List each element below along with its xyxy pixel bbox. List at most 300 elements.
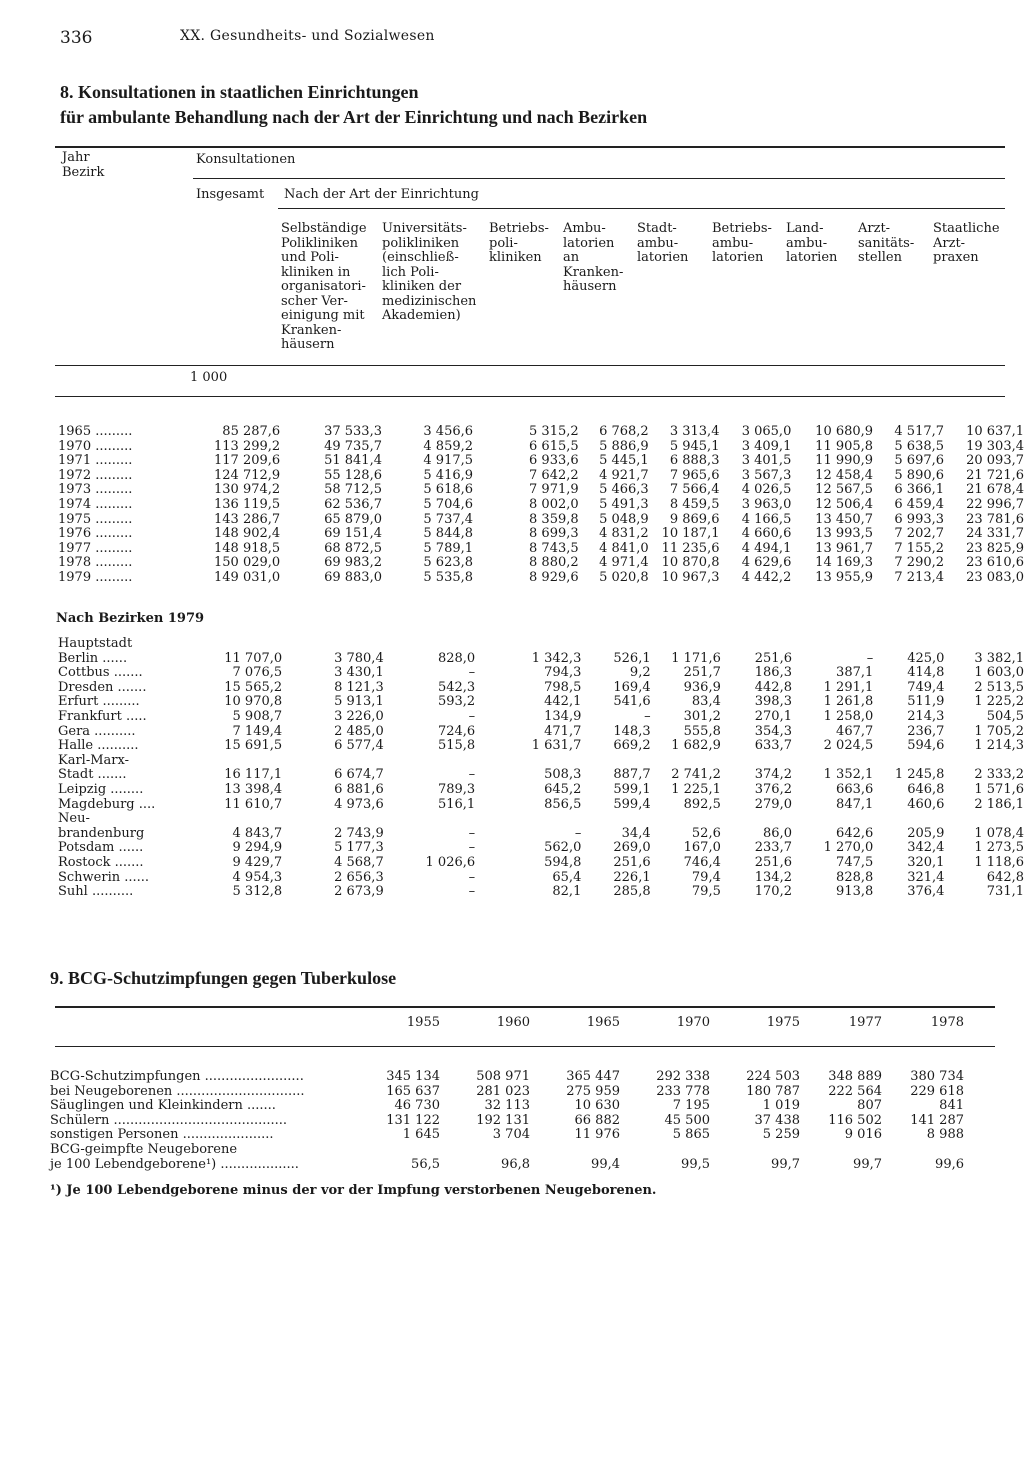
cell-value: 5 697,6 [894, 453, 945, 469]
cell-value: 113 299,2 [214, 438, 281, 454]
cell-value: 1 171,6 [671, 650, 721, 666]
cell-value: 275 959 [566, 1083, 620, 1099]
cell-value: 8 880,2 [529, 555, 579, 571]
cell-value: 2 673,9 [334, 884, 384, 900]
cell-value: 99,6 [935, 1156, 964, 1172]
cell-value: 2 741,2 [671, 767, 721, 783]
cell-value: 11 707,0 [224, 650, 283, 666]
cell-value: 99,7 [771, 1156, 800, 1172]
cell-value: 3 567,3 [741, 467, 792, 483]
cell-value: 130 974,2 [214, 482, 281, 498]
cell-value: 1 352,1 [823, 767, 874, 783]
cell-value: – [644, 708, 651, 724]
row-label: Schülern .......................................... [50, 1112, 288, 1128]
cell-value: 5 177,3 [334, 840, 384, 856]
row-label: sonstigen Personen ...................... [50, 1127, 274, 1143]
cell-value: 828,8 [836, 869, 874, 885]
cell-value: 22 996,7 [966, 496, 1024, 512]
cell-value: 134,2 [754, 869, 792, 885]
cell-value [873, 812, 944, 827]
table-row [58, 637, 1024, 652]
table-row [50, 1143, 964, 1158]
row-label: 1965 ......... [58, 424, 133, 439]
cell-value: 10 630 [574, 1098, 620, 1114]
cell-value [581, 754, 650, 769]
cell-value: 7 149,4 [232, 723, 283, 739]
cell-value: 6 881,6 [334, 781, 384, 797]
cell-value: 10 680,9 [815, 424, 874, 439]
cell-value: 599,4 [613, 796, 651, 812]
cell-value: 365 447 [566, 1069, 620, 1084]
cell-value: 374,2 [754, 767, 792, 783]
cell-value: 669,2 [613, 738, 651, 754]
cell-value: 4 843,7 [232, 825, 283, 841]
cell-value: 56,5 [411, 1156, 440, 1172]
cell-value [475, 812, 581, 827]
cell-value: 65 879,0 [324, 511, 382, 527]
table-row [58, 812, 1024, 827]
row-label: 1970 ......... [58, 438, 133, 454]
table8-col-total: Insgesamt [196, 187, 265, 202]
cell-value: 45 500 [664, 1112, 710, 1128]
page-number: 336 [60, 28, 93, 48]
cell-value: – [468, 825, 476, 841]
cell-value [792, 812, 873, 827]
cell-value: 3 382,1 [974, 650, 1024, 666]
table-row [58, 556, 1024, 571]
row-label: 1977 ......... [58, 540, 133, 556]
cell-value: 186,3 [754, 665, 792, 681]
row-label: Suhl .......... [58, 884, 134, 900]
cell-value: 150 029,0 [214, 555, 281, 571]
cell-value: 233 778 [656, 1083, 710, 1099]
cell-value: 4 973,6 [334, 796, 384, 812]
cell-value: 7 202,7 [894, 526, 945, 542]
cell-value: 99,5 [681, 1156, 710, 1172]
cell-value: 8 359,8 [529, 511, 579, 527]
cell-value [169, 637, 282, 652]
cell-value: 847,1 [836, 796, 874, 812]
cell-value [169, 812, 282, 827]
cell-value [169, 754, 282, 769]
row-label: Erfurt ......... [58, 694, 140, 710]
cell-value: 511,9 [907, 694, 945, 710]
cell-value: 4 954,3 [232, 869, 283, 885]
cell-value: 79,4 [691, 869, 721, 885]
table-row [58, 527, 1024, 542]
cell-value: 85 287,6 [222, 424, 281, 439]
cell-value: 1 078,4 [974, 825, 1024, 841]
cell-value: 1 245,8 [894, 767, 945, 783]
row-label: Neu- [58, 811, 90, 827]
cell-value: 136 119,5 [214, 496, 281, 512]
cell-value: 236,7 [907, 723, 945, 739]
year-header: 1955 [406, 1015, 440, 1030]
table-row [58, 798, 1024, 813]
table8-rule-body [55, 396, 1005, 397]
cell-value: 10 187,1 [661, 526, 720, 542]
cell-value: 69 983,2 [324, 555, 382, 571]
cell-value: 51 841,4 [324, 453, 382, 469]
cell-value: 508 971 [476, 1069, 530, 1084]
table-row [58, 695, 1024, 710]
cell-value: 460,6 [907, 796, 945, 812]
cell-value: 526,1 [613, 650, 651, 666]
table-row [58, 571, 1024, 586]
cell-value: 23 781,6 [966, 511, 1024, 527]
cell-value [440, 1143, 530, 1158]
cell-value: 37 533,3 [324, 424, 382, 439]
cell-value: 170,2 [754, 884, 792, 900]
cell-value: 11 905,8 [815, 438, 874, 454]
row-label: Halle .......... [58, 738, 139, 754]
table-row [58, 542, 1024, 557]
cell-value: 292 338 [656, 1069, 710, 1084]
cell-value: 279,0 [754, 796, 792, 812]
cell-value: 8 121,3 [334, 679, 384, 695]
cell-value: 141 287 [910, 1112, 964, 1128]
cell-value: 8 002,0 [529, 496, 579, 512]
cell-value: 6 615,5 [529, 438, 579, 454]
table9-body-table [50, 1070, 964, 1172]
cell-value: 6 577,4 [334, 738, 384, 754]
cell-value: 5 445,1 [599, 453, 649, 469]
cell-value: 1 571,6 [974, 781, 1024, 797]
cell-value: 8 699,3 [529, 526, 579, 542]
cell-value: 555,8 [683, 723, 721, 739]
cell-value: 143 286,7 [214, 511, 281, 527]
cell-value: 69 883,0 [324, 569, 382, 585]
table-row [58, 754, 1024, 769]
cell-value: 5 623,8 [423, 555, 474, 571]
cell-value [530, 1143, 620, 1158]
cell-value: 7 155,2 [894, 540, 945, 556]
row-label: Gera .......... [58, 723, 136, 739]
cell-value: 222 564 [828, 1083, 882, 1099]
cell-value: 149 031,0 [214, 569, 281, 585]
cell-value: 15 565,2 [224, 679, 283, 695]
cell-value: 593,2 [437, 694, 476, 710]
row-label: 1978 ......... [58, 555, 133, 571]
row-label: Leipzig ........ [58, 781, 144, 797]
cell-value: 69 151,4 [324, 526, 382, 542]
row-label: 1972 ......... [58, 467, 133, 483]
cell-value [350, 1143, 440, 1158]
cell-value [944, 754, 1024, 769]
cell-value: 4 494,1 [741, 540, 792, 556]
cell-value: 663,6 [836, 781, 874, 797]
cell-value: 515,8 [437, 738, 476, 754]
cell-value: 467,7 [836, 723, 874, 739]
cell-value: 117 209,6 [214, 453, 281, 469]
cell-value: 4 859,2 [423, 438, 474, 454]
row-label: 1979 ......... [58, 569, 133, 585]
cell-value: 724,6 [437, 723, 476, 739]
cell-value: 1 019 [762, 1098, 800, 1114]
cell-value: 5 618,6 [423, 482, 474, 498]
table9-title: 9. BCG-Schutzimpfungen gegen Tuberkulose [50, 968, 397, 988]
cell-value: 594,8 [544, 854, 582, 870]
table8-colhead-8: Arzt- sanitäts- stellen [858, 221, 915, 265]
cell-value: 52,6 [691, 825, 721, 841]
row-label: 1976 ......... [58, 526, 133, 542]
cell-value: 82,1 [552, 884, 582, 900]
cell-value: 2 485,0 [334, 723, 384, 739]
table8-stub-head: Jahr Bezirk [62, 150, 105, 180]
cell-value: 1 631,7 [531, 738, 582, 754]
cell-value: 214,3 [907, 708, 945, 724]
row-label: Hauptstadt [58, 636, 133, 651]
cell-value: 20 093,7 [966, 453, 1024, 469]
cell-value: 425,0 [907, 650, 945, 666]
table8-colhead-4: Ambu- latorien an Kranken- häusern [563, 221, 624, 294]
cell-value [710, 1143, 800, 1158]
cell-value: 7 965,6 [669, 467, 720, 483]
row-label: BCG-geimpfte Neugeborene [50, 1141, 238, 1157]
cell-value: 12 458,4 [815, 467, 874, 483]
cell-value [620, 1143, 710, 1158]
table-row [58, 725, 1024, 740]
cell-value: 148 918,5 [214, 540, 281, 556]
cell-value: 3 065,0 [741, 424, 792, 439]
cell-value [581, 812, 650, 827]
row-label: Rostock ....... [58, 854, 144, 870]
table-row [58, 885, 1024, 900]
table-row [58, 783, 1024, 798]
cell-value: 167,0 [683, 840, 721, 856]
table9-top-rule [55, 1006, 995, 1008]
cell-value [800, 1143, 882, 1158]
cell-value: 148 902,4 [214, 526, 281, 542]
year-header: 1975 [766, 1015, 800, 1030]
cell-value: – [866, 650, 874, 666]
cell-value: 633,7 [754, 738, 792, 754]
table-row [58, 483, 1024, 498]
cell-value: 11 990,9 [815, 453, 874, 469]
cell-value: 8 743,5 [529, 540, 579, 556]
cell-value: 269,0 [613, 840, 651, 856]
cell-value: 1 225,2 [974, 694, 1024, 710]
row-label: Säuglingen und Kleinkindern ....... [50, 1098, 276, 1114]
cell-value: 23 825,9 [966, 540, 1024, 556]
cell-value: 642,6 [836, 825, 874, 841]
cell-value: 6 366,1 [894, 482, 945, 498]
cell-value: 4 971,4 [599, 555, 649, 571]
table-row [58, 666, 1024, 681]
cell-value: 205,9 [907, 825, 945, 841]
cell-value: 345 134 [386, 1069, 440, 1084]
table8-colhead-7: Land- ambu- latorien [786, 221, 838, 265]
cell-value: 12 567,5 [815, 482, 874, 498]
table-row [58, 440, 1024, 455]
cell-value: 749,4 [907, 679, 945, 695]
row-label: Potsdam ...... [58, 840, 144, 856]
cell-value: 5 048,9 [599, 511, 649, 527]
cell-value: 1 273,5 [974, 840, 1024, 856]
cell-value: 23 083,0 [966, 569, 1024, 585]
cell-value: 79,5 [691, 884, 721, 900]
table-row [58, 681, 1024, 696]
cell-value: 2 024,5 [823, 738, 874, 754]
cell-value: 7 076,5 [232, 665, 283, 681]
cell-value: 542,3 [437, 679, 476, 695]
cell-value: 10 870,8 [661, 555, 720, 571]
cell-value: 134,9 [544, 708, 582, 724]
cell-value: 747,5 [836, 854, 874, 870]
table9-head-rule [55, 1046, 995, 1047]
cell-value: 9,2 [629, 665, 651, 681]
cell-value: 1 705,2 [974, 723, 1024, 739]
cell-value: 442,8 [754, 679, 792, 695]
cell-value: 99,4 [591, 1156, 620, 1172]
cell-value: 5 737,4 [423, 511, 474, 527]
cell-value [651, 812, 721, 827]
cell-value: 642,8 [986, 869, 1024, 885]
row-label: Magdeburg .... [58, 796, 156, 812]
cell-value: 7 642,2 [529, 467, 579, 483]
cell-value [651, 637, 721, 652]
cell-value: 5 416,9 [423, 467, 474, 483]
cell-value: 320,1 [907, 854, 945, 870]
cell-value: 794,3 [544, 665, 582, 681]
cell-value: 180 787 [746, 1083, 800, 1099]
year-header: 1965 [586, 1015, 620, 1030]
cell-value: 3 401,5 [741, 453, 792, 469]
cell-value: 11 610,7 [224, 796, 283, 812]
cell-value: 4 660,6 [741, 526, 792, 542]
cell-value [944, 812, 1024, 827]
cell-value [792, 637, 873, 652]
cell-value: 414,8 [907, 665, 945, 681]
cell-value: 23 610,6 [966, 555, 1024, 571]
cell-value: 2 513,5 [974, 679, 1024, 695]
year-header: 1960 [496, 1015, 530, 1030]
cell-value [282, 637, 384, 652]
cell-value: 66 882 [574, 1112, 620, 1128]
cell-value: 4 026,5 [741, 482, 792, 498]
cell-value [873, 754, 944, 769]
cell-value: 348 889 [828, 1069, 882, 1084]
cell-value: 1 645 [402, 1127, 440, 1143]
row-label: Stadt ....... [58, 767, 127, 783]
table8-years-table [58, 425, 1024, 586]
cell-value: 7 195 [672, 1098, 710, 1114]
year-header: 1970 [676, 1015, 710, 1030]
cell-value: 3 780,4 [334, 650, 384, 666]
cell-value [384, 754, 475, 769]
cell-value: – [468, 767, 476, 783]
year-header: 1978 [930, 1015, 964, 1030]
cell-value: – [574, 825, 582, 841]
cell-value: 562,0 [544, 840, 582, 856]
cell-value: 516,1 [437, 796, 476, 812]
cell-value: 16 117,1 [224, 767, 283, 783]
cell-value [282, 754, 384, 769]
cell-value [282, 812, 384, 827]
cell-value: 3 409,1 [741, 438, 792, 454]
running-header: XX. Gesundheits- und Sozialwesen [180, 28, 435, 44]
cell-value: 2 743,9 [334, 825, 384, 841]
cell-value: 281 023 [476, 1083, 530, 1099]
cell-value: 251,7 [683, 665, 721, 681]
cell-value: 746,4 [683, 854, 721, 870]
row-label: Cottbus ....... [58, 665, 143, 681]
cell-value: 5 844,8 [423, 526, 474, 542]
cell-value: 11 976 [574, 1127, 620, 1143]
cell-value: 14 169,3 [815, 555, 874, 571]
cell-value: 6 888,3 [669, 453, 720, 469]
cell-value: 13 450,7 [815, 511, 874, 527]
table-row [58, 469, 1024, 484]
year-header: 1977 [848, 1015, 882, 1030]
cell-value: 192 131 [476, 1112, 530, 1128]
table8-rule-art [278, 208, 1005, 209]
cell-value [882, 1143, 964, 1158]
cell-value: 731,1 [986, 884, 1024, 900]
cell-value: 6 768,2 [599, 424, 649, 439]
row-label: Dresden ....... [58, 679, 147, 695]
table-row [58, 425, 1024, 440]
table-row [58, 739, 1024, 754]
table8-district-heading: Nach Bezirken 1979 [56, 611, 205, 626]
cell-value: 5 535,8 [423, 569, 474, 585]
cell-value: 5 913,1 [334, 694, 384, 710]
cell-value: 376,2 [754, 781, 792, 797]
cell-value: 3 430,1 [334, 665, 384, 681]
cell-value: 4 517,7 [894, 424, 945, 439]
cell-value: 1 270,0 [823, 840, 874, 856]
cell-value: 398,3 [754, 694, 792, 710]
cell-value [721, 637, 792, 652]
cell-value: 251,6 [754, 854, 792, 870]
cell-value: 24 331,7 [966, 526, 1024, 542]
cell-value: – [468, 665, 476, 681]
table8-title-line1: 8. Konsultationen in staatlichen Einrichtungen [60, 82, 419, 102]
cell-value: 471,7 [544, 723, 582, 739]
cell-value: 96,8 [501, 1156, 530, 1172]
cell-value: 270,1 [754, 708, 792, 724]
cell-value: 5 466,3 [599, 482, 649, 498]
cell-value: 342,4 [907, 840, 945, 856]
cell-value: 37 438 [754, 1112, 800, 1128]
cell-value: 442,1 [544, 694, 582, 710]
row-label: brandenburg [58, 825, 145, 841]
stub-head [50, 1016, 350, 1031]
cell-value: 5 789,1 [423, 540, 474, 556]
cell-value: 83,4 [691, 694, 721, 710]
cell-value: 229 618 [910, 1083, 964, 1099]
cell-value: 5 890,6 [894, 467, 945, 483]
cell-value: 504,5 [986, 708, 1024, 724]
cell-value: 12 506,4 [815, 496, 874, 512]
cell-value: 5 886,9 [599, 438, 649, 454]
table-row [58, 768, 1024, 783]
row-label: Schwerin ...... [58, 869, 150, 885]
cell-value: 55 128,6 [324, 467, 382, 483]
cell-value: 594,6 [907, 738, 945, 754]
cell-value: 148,3 [613, 723, 651, 739]
cell-value: 3 226,0 [334, 708, 384, 724]
cell-value: 233,7 [754, 840, 792, 856]
cell-value: 116 502 [828, 1112, 882, 1128]
cell-value: 1 225,1 [671, 781, 721, 797]
table-row [58, 871, 1024, 886]
cell-value: 354,3 [754, 723, 792, 739]
cell-value: 4 442,2 [741, 569, 792, 585]
cell-value: 1 261,8 [823, 694, 874, 710]
cell-value: 285,8 [613, 884, 651, 900]
cell-value [384, 637, 475, 652]
